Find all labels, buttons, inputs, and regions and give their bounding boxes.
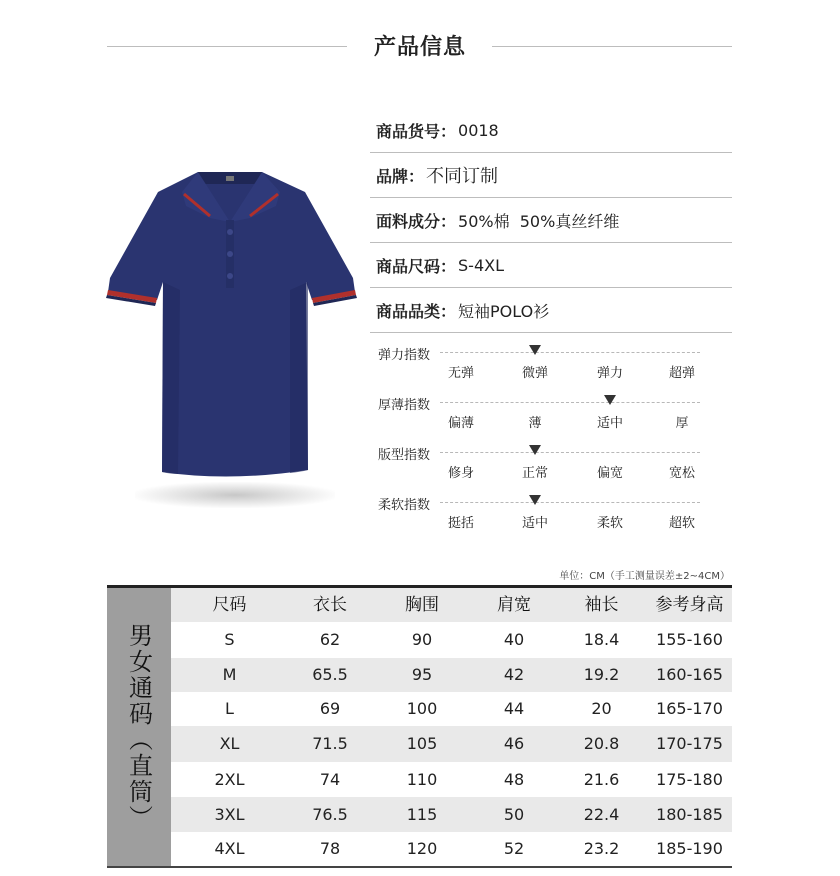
info-label: 商品货号： bbox=[376, 121, 457, 141]
table-cell: 100 bbox=[406, 699, 438, 718]
table-cell: 76.5 bbox=[312, 805, 348, 824]
table-row bbox=[171, 658, 732, 692]
table-cell: 95 bbox=[411, 665, 433, 684]
table-cell: 20 bbox=[591, 699, 612, 718]
table-header-cell: 衣长 bbox=[313, 595, 347, 615]
table-cell: 21.6 bbox=[583, 770, 620, 789]
index-scale-line bbox=[440, 352, 700, 353]
index-option: 适中 bbox=[596, 416, 623, 431]
index-marker-icon bbox=[529, 345, 541, 355]
index-scale-line bbox=[440, 452, 700, 453]
index-option: 弹力 bbox=[596, 366, 623, 381]
info-label: 商品尺码： bbox=[376, 256, 457, 276]
table-header-cell: 尺码 bbox=[212, 595, 247, 615]
table-cell: 62 bbox=[319, 630, 341, 649]
table-cell: 50 bbox=[503, 805, 525, 824]
table-cell: 165-170 bbox=[656, 699, 723, 718]
table-cell: 175-180 bbox=[656, 770, 723, 789]
index-option: 偏薄 bbox=[447, 416, 474, 431]
index-option: 超弹 bbox=[668, 366, 695, 381]
table-cell: 78 bbox=[319, 839, 341, 858]
table-cell: 185-190 bbox=[656, 839, 723, 858]
table-cell: 90 bbox=[411, 630, 433, 649]
product-image bbox=[100, 160, 360, 520]
page-title: 产品信息 bbox=[373, 35, 466, 60]
index-marker-icon bbox=[529, 445, 541, 455]
info-value: 短袖POLO衫 bbox=[458, 301, 550, 321]
table-cell: 20.8 bbox=[583, 734, 620, 753]
index-option: 厚 bbox=[675, 416, 689, 431]
index-marker-icon bbox=[604, 395, 616, 405]
index-option: 超软 bbox=[668, 516, 695, 531]
index-option: 偏宽 bbox=[596, 466, 623, 481]
table-cell: 40 bbox=[503, 630, 525, 649]
table-cell: 22.4 bbox=[583, 805, 620, 824]
table-cell: 65.5 bbox=[312, 665, 348, 684]
table-cell: M bbox=[222, 665, 237, 684]
table-cell: 3XL bbox=[214, 805, 245, 824]
table-bottom-border bbox=[107, 866, 732, 868]
table-cell: 160-165 bbox=[656, 665, 723, 684]
side-label-text: 男女通码（直筒） bbox=[124, 623, 153, 831]
table-header-cell: 参考身高 bbox=[655, 595, 724, 615]
table-cell: 48 bbox=[503, 770, 525, 789]
table-cell: 23.2 bbox=[583, 839, 620, 858]
index-option: 薄 bbox=[528, 416, 542, 431]
info-row-fabric bbox=[370, 198, 732, 243]
table-cell: XL bbox=[219, 734, 240, 753]
info-label: 品牌： bbox=[376, 166, 425, 186]
table-cell: 19.2 bbox=[583, 665, 620, 684]
table-cell: 170-175 bbox=[656, 734, 723, 753]
table-cell: 180-185 bbox=[656, 805, 723, 824]
table-side-label bbox=[107, 588, 171, 866]
table-cell: 115 bbox=[406, 805, 438, 824]
info-value: S-4XL bbox=[458, 255, 504, 275]
table-cell: 44 bbox=[503, 699, 525, 718]
table-row bbox=[171, 692, 732, 726]
table-header-row bbox=[171, 588, 732, 622]
table-cell: 69 bbox=[319, 699, 341, 718]
table-cell: L bbox=[225, 699, 234, 718]
info-label: 面料成分： bbox=[376, 211, 457, 231]
table-header-cell: 胸围 bbox=[405, 595, 439, 615]
table-cell: 155-160 bbox=[656, 630, 723, 649]
index-label: 柔软指数 bbox=[378, 498, 431, 513]
table-cell: 42 bbox=[503, 665, 525, 684]
table-cell: 105 bbox=[406, 734, 438, 753]
table-row bbox=[171, 797, 732, 832]
table-cell: 2XL bbox=[214, 770, 245, 789]
index-option: 微弹 bbox=[521, 366, 548, 381]
index-option: 宽松 bbox=[668, 466, 695, 481]
info-row-item-number bbox=[370, 108, 732, 153]
polo-shirt-icon bbox=[100, 160, 360, 520]
table-row bbox=[171, 832, 732, 866]
index-label: 版型指数 bbox=[378, 448, 431, 463]
index-marker-icon bbox=[529, 495, 541, 505]
table-row bbox=[171, 762, 732, 797]
index-label: 弹力指数 bbox=[378, 348, 431, 363]
index-scale-line bbox=[440, 402, 700, 403]
table-row bbox=[171, 622, 732, 658]
index-scale-line bbox=[440, 502, 700, 503]
table-cell: S bbox=[224, 630, 235, 649]
table-cell: 71.5 bbox=[312, 734, 348, 753]
index-option: 挺括 bbox=[447, 516, 474, 531]
table-cell: 4XL bbox=[214, 839, 245, 858]
table-cell: 46 bbox=[503, 734, 525, 753]
index-option: 柔软 bbox=[596, 516, 623, 531]
table-cell: 18.4 bbox=[583, 630, 620, 649]
table-header-cell: 肩宽 bbox=[497, 595, 531, 615]
index-option: 正常 bbox=[521, 466, 548, 481]
info-label: 商品品类： bbox=[376, 301, 457, 321]
index-option: 适中 bbox=[521, 516, 548, 531]
info-row-size bbox=[370, 243, 732, 288]
table-cell: 120 bbox=[406, 839, 438, 858]
table-header-cell: 袖长 bbox=[584, 595, 619, 615]
table-row bbox=[171, 726, 732, 762]
info-value: 0018 bbox=[458, 120, 499, 140]
info-row-category bbox=[370, 288, 732, 333]
index-option: 无弹 bbox=[447, 366, 474, 381]
info-value: 50%棉 50%真丝纤维 bbox=[458, 211, 620, 231]
info-row-brand bbox=[370, 153, 732, 198]
index-label: 厚薄指数 bbox=[378, 398, 431, 413]
unit-note: 单位：CM（手工测量误差±2~4CM） bbox=[559, 571, 730, 582]
table-cell: 74 bbox=[319, 770, 341, 789]
info-value: 不同订制 bbox=[426, 166, 499, 187]
table-cell: 52 bbox=[503, 839, 525, 858]
index-option: 修身 bbox=[447, 466, 474, 481]
table-cell: 110 bbox=[406, 770, 438, 789]
